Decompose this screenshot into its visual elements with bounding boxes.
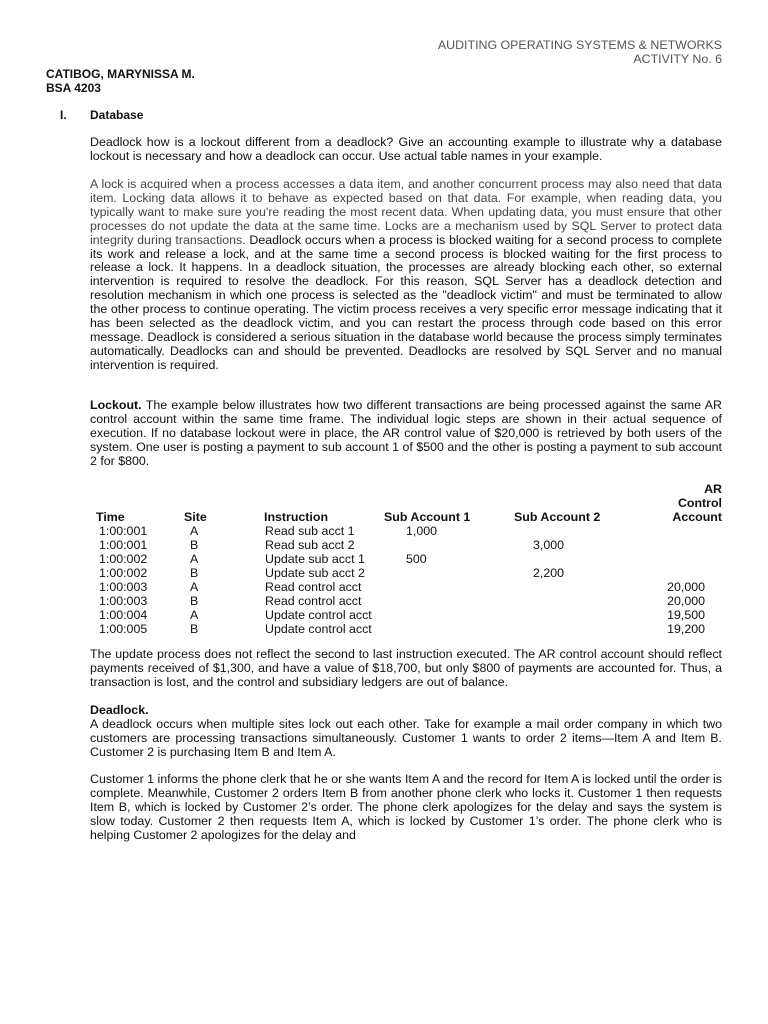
table-row	[90, 622, 726, 636]
cell-ar-control: 20,000	[667, 580, 705, 594]
header-site: Site	[184, 510, 207, 524]
section-number: I.	[60, 108, 67, 122]
activity-number: ACTIVITY No. 6	[633, 52, 722, 66]
section-title: Database	[90, 108, 144, 122]
lockout-paragraph	[90, 399, 722, 469]
cell-site: A	[190, 580, 199, 594]
cell-site: A	[190, 608, 199, 622]
lockout-title: Lockout.	[90, 398, 142, 412]
table-row	[90, 552, 726, 566]
lost-transaction-paragraph: The update process does not reflect the second to last instruction executed. The AR control account should reflect payments received of $1,300, and have a value of $18,700, but only $800 of payments are accounted for. Thus, a transaction is lost, and the control and subsidiary ledgers are out of balance.	[90, 647, 722, 689]
cell-site: B	[190, 538, 199, 552]
cell-instruction: Read control acct	[265, 594, 362, 608]
deadlock-definition-text: Deadlock occurs when a process is blocked waiting for a second process to complete its work and release a lock, and at the same time a second process is blocked waiting for the first process to release a lock. It happens. In a deadlock situation, the processes are already blocking each other, so external intervention is required to resolve the deadlock. For this reason, SQL Server has a deadlock detection and resolution mechanism in which one process is selected as the "deadlock victim" and must be terminated to allow the other process to continue operating. The victim process receives a very specific error message indicating that it has been selected as the deadlock victim, and you can restart the process through code based on this error message. Deadlock is considered a serious situation in the database world because the process simply terminates automatically. Deadlocks can and should be prevented. Deadlocks are resolved by SQL Server and no manual intervention is required.	[90, 232, 722, 372]
cell-ar-control: 19,500	[667, 608, 705, 622]
cell-time: 1:00:002	[99, 552, 148, 566]
table-row	[90, 608, 726, 622]
cell-sub-account-1: 1,000	[406, 524, 438, 538]
cell-sub-account-2: 2,200	[533, 566, 565, 580]
cell-ar-control: 20,000	[667, 594, 705, 608]
deadlock-text: A deadlock occurs when multiple sites lock out each other. Take for example a mail order company in which two customers are processing transactions simultaneously. Customer 1 wants to order 2 items—Item A and Item B. Customer 2 is purchasing Item B and Item A.	[90, 716, 722, 759]
cell-site: A	[190, 552, 199, 566]
table-row	[90, 524, 726, 538]
customer-paragraph: Customer 1 informs the phone clerk that he or she wants Item A and the record for Item A is locked until the order is complete. Meanwhile, Customer 2 orders Item B from another phone clerk who locks it. Customer 1 then requests Item B, which is locked by Customer 2’s order. The phone clerk apologizes for the delay and says the system is slow today. Customer 2 then requests Item A, which is locked by Customer 1’s order. The phone clerk who is helping Customer 2 apologizes for the delay and	[90, 772, 722, 842]
header-ar-line2: Control	[677, 496, 722, 510]
cell-site: A	[190, 524, 199, 538]
header-ar-line3: Account	[672, 510, 722, 524]
cell-instruction: Update control acct	[265, 608, 372, 622]
page-header	[438, 38, 722, 66]
transaction-table	[90, 480, 726, 636]
cell-time: 1:00:003	[99, 594, 148, 608]
header-sub-account-1: Sub Account 1	[384, 510, 471, 524]
cell-time: 1:00:004	[99, 608, 148, 622]
cell-instruction: Update control acct	[265, 622, 372, 636]
table-row	[90, 538, 726, 552]
cell-time: 1:00:001	[99, 524, 148, 538]
cell-time: 1:00:005	[99, 622, 148, 636]
deadlock-paragraph	[90, 704, 722, 760]
question-paragraph: Deadlock how is a lockout different from a deadlock? Give an accounting example to illustrate why a database lockout is necessary and how a deadlock can occur. Use actual table names in your example.	[90, 135, 722, 163]
cell-time: 1:00:003	[99, 580, 148, 594]
cell-time: 1:00:001	[99, 538, 148, 552]
cell-instruction: Read sub acct 2	[265, 538, 355, 552]
student-section: BSA 4203	[46, 81, 101, 95]
table-row	[90, 580, 726, 594]
cell-instruction: Read sub acct 1	[265, 524, 355, 538]
cell-site: B	[190, 594, 199, 608]
cell-time: 1:00:002	[99, 566, 148, 580]
student-info	[46, 67, 195, 95]
header-sub-account-2: Sub Account 2	[514, 510, 601, 524]
course-title: AUDITING OPERATING SYSTEMS & NETWORKS	[437, 38, 722, 52]
deadlock-title: Deadlock.	[90, 703, 149, 717]
answer-paragraph	[90, 178, 722, 373]
student-name: CATIBOG, MARYNISSA M.	[46, 67, 195, 81]
cell-sub-account-1: 500	[406, 552, 427, 566]
table-row	[90, 566, 726, 580]
cell-instruction: Update sub acct 2	[265, 566, 365, 580]
lock-definition-text: A lock is acquired when a process accesses a data item, and another concurrent process may also need that data item. Locking data allows it to behave as expected based on that data. For example, when reading data, you typically want to make sure you're reading the most recent data. When updating data, you must ensure that other processes do not update the data at the same time. Locks are a mechanism used by SQL Server to protect data integrity during transactions.	[90, 177, 722, 247]
header-ar-control-account	[672, 482, 722, 524]
lockout-text: The example below illustrates how two different transactions are being processed against the same AR control account within the same time frame. The individual logic steps are shown in their actual sequence of execution. If no database lockout were in place, the AR control value of $20,000 is retrieved by both users of the system. One user is posting a payment to sub account 1 of $500 and the other is posting a payment to sub account 2 for $800.	[90, 398, 722, 468]
header-time: Time	[96, 510, 125, 524]
cell-site: B	[190, 622, 199, 636]
table-row	[90, 594, 726, 608]
section-heading	[60, 108, 143, 122]
header-instruction: Instruction	[264, 510, 329, 524]
header-ar-line1: AR	[704, 482, 722, 496]
table-header-row	[90, 480, 726, 524]
cell-sub-account-2: 3,000	[533, 538, 565, 552]
cell-site: B	[190, 566, 199, 580]
cell-ar-control: 19,200	[667, 622, 705, 636]
cell-instruction: Read control acct	[265, 580, 362, 594]
table-body	[90, 524, 726, 636]
cell-instruction: Update sub acct 1	[265, 552, 365, 566]
